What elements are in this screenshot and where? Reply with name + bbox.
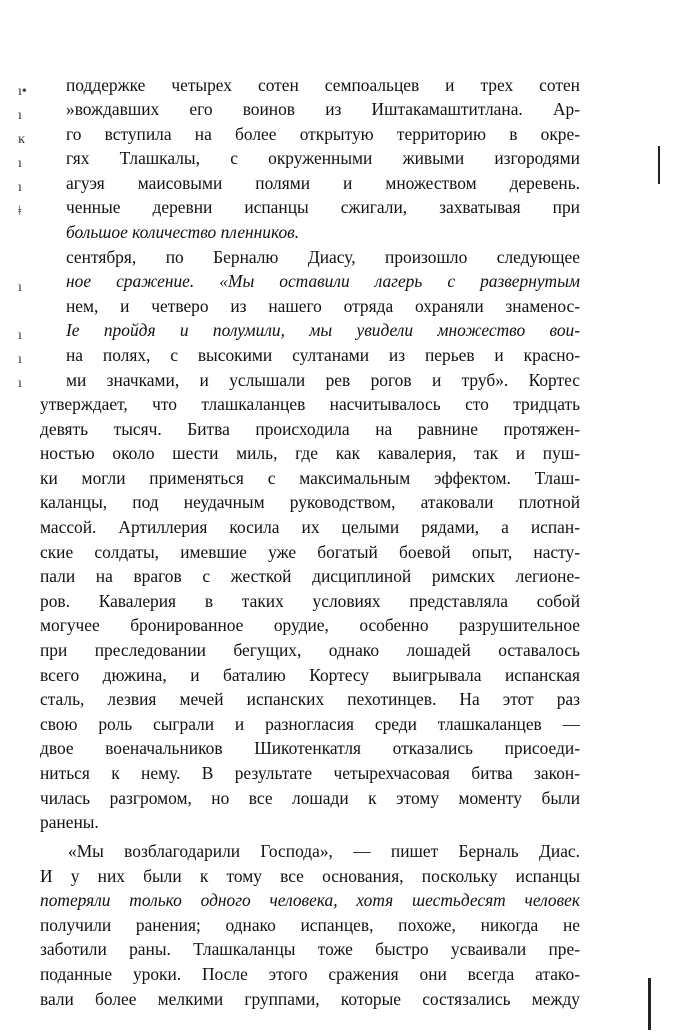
text-line: ранены. xyxy=(40,812,99,832)
text-line: го вступила на более открытую территорию в окре- xyxy=(66,124,580,144)
margin-mark: ı xyxy=(18,328,22,343)
text-line: вали более мелкими группами, которые состязались между xyxy=(40,989,580,1009)
text-line: большое количество пленников. xyxy=(66,222,300,242)
text-line: потеряли только одного человека, хотя шестьдесят человек xyxy=(40,890,580,910)
text-line: при преследовании бегущих, однако лошадей оставалось xyxy=(40,640,580,660)
text-line: получили ранения; однако испанцев, похоже, никогда не xyxy=(40,915,580,935)
margin-mark: ı xyxy=(18,376,22,391)
text-line: гях Тлашкалы, с окруженными живыми изгородями xyxy=(66,148,580,168)
margin-mark: ı xyxy=(18,156,22,171)
text-line: на полях, с высокими султанами из перьев и красно- xyxy=(66,345,580,365)
text-line: «Мы возблагодарили Господа», — пишет Берналь Диас. xyxy=(68,841,580,861)
text-line: Iе пройдя и полумили, мы увидели множество вои- xyxy=(66,320,580,340)
text-line: заботили раны. Тлашкаланцы тоже быстро усваивали пре- xyxy=(40,939,580,959)
text-line: сталь, лезвия мечей испанских пехотинцев. На этот раз xyxy=(40,689,580,709)
scan-artifact xyxy=(658,146,660,184)
text-line: свою роль сыграли и разногласия среди тлашкаланцев — xyxy=(40,714,580,734)
text-line: агуэя маисовыми полями и множеством деревень. xyxy=(66,173,580,193)
text-line: нем, и четверо из нашего отряда охраняли знаменос- xyxy=(66,296,580,316)
text-line: двое военачальников Шикотенкатля отказались присоеди- xyxy=(40,738,580,758)
margin-mark: ı xyxy=(18,280,22,295)
margin-mark: ı• xyxy=(18,84,27,99)
text-line: ное сражение. «Мы оставили лагерь с развернутым xyxy=(66,271,580,291)
text-line: утверждает, что тлашкаланцев насчитывалось сто тридцать xyxy=(40,394,580,414)
margin-mark: ĸ xyxy=(18,132,25,147)
text-line: могучее бронированное орудие, особенно разрушительное xyxy=(40,615,580,635)
text-line: пали на врагов с жесткой дисциплиной римских легионе- xyxy=(40,566,580,586)
text-line: поданные уроки. После этого сражения они всегда атако- xyxy=(40,964,580,984)
text-line: ки могли применяться с максимальным эффектом. Тлаш- xyxy=(40,468,580,488)
text-line: »вождавших его воинов из Иштакамаштитлана. Ар- xyxy=(66,99,580,119)
text-line: сентября, по Берналю Диасу, произошло следующее xyxy=(66,247,580,267)
text-line: ченные деревни испанцы сжигали, захватывая при xyxy=(66,197,580,217)
text-line: ниться к нему. В результате четырехчасовая битва закон- xyxy=(40,763,580,783)
scan-artifact xyxy=(648,978,651,1030)
text-line: чилась разгромом, но все лошади к этому моменту были xyxy=(40,788,580,808)
margin-mark: ǂ xyxy=(18,204,22,219)
text-line: ские солдаты, имевшие уже богатый боевой опыт, насту- xyxy=(40,542,580,562)
margin-mark: ı xyxy=(18,180,22,195)
text-line: каланцы, под неудачным руководством, атаковали плотной xyxy=(40,492,580,512)
margin-mark: ı xyxy=(18,352,22,367)
text-line: поддержке четырех сотен семпоальцев и трех сотен xyxy=(66,75,580,95)
text-line: ми значками, и услышали рев рогов и труб». Кортес xyxy=(66,370,580,390)
text-line: ностью около шести миль, где как кавалерия, так и пуш- xyxy=(40,443,580,463)
text-line: массой. Артиллерия косила их целыми рядами, а испан- xyxy=(40,517,580,537)
text-line: ров. Кавалерия в таких условиях представляла собой xyxy=(40,591,580,611)
text-line: всего дюжина, и баталию Кортесу выигрывала испанская xyxy=(40,665,580,685)
text-line: девять тысяч. Битва происходила на равнине протяжен- xyxy=(40,419,580,439)
text-line: И у них были к тому все основания, поскольку испанцы xyxy=(40,866,580,886)
margin-mark: ı xyxy=(18,108,22,123)
